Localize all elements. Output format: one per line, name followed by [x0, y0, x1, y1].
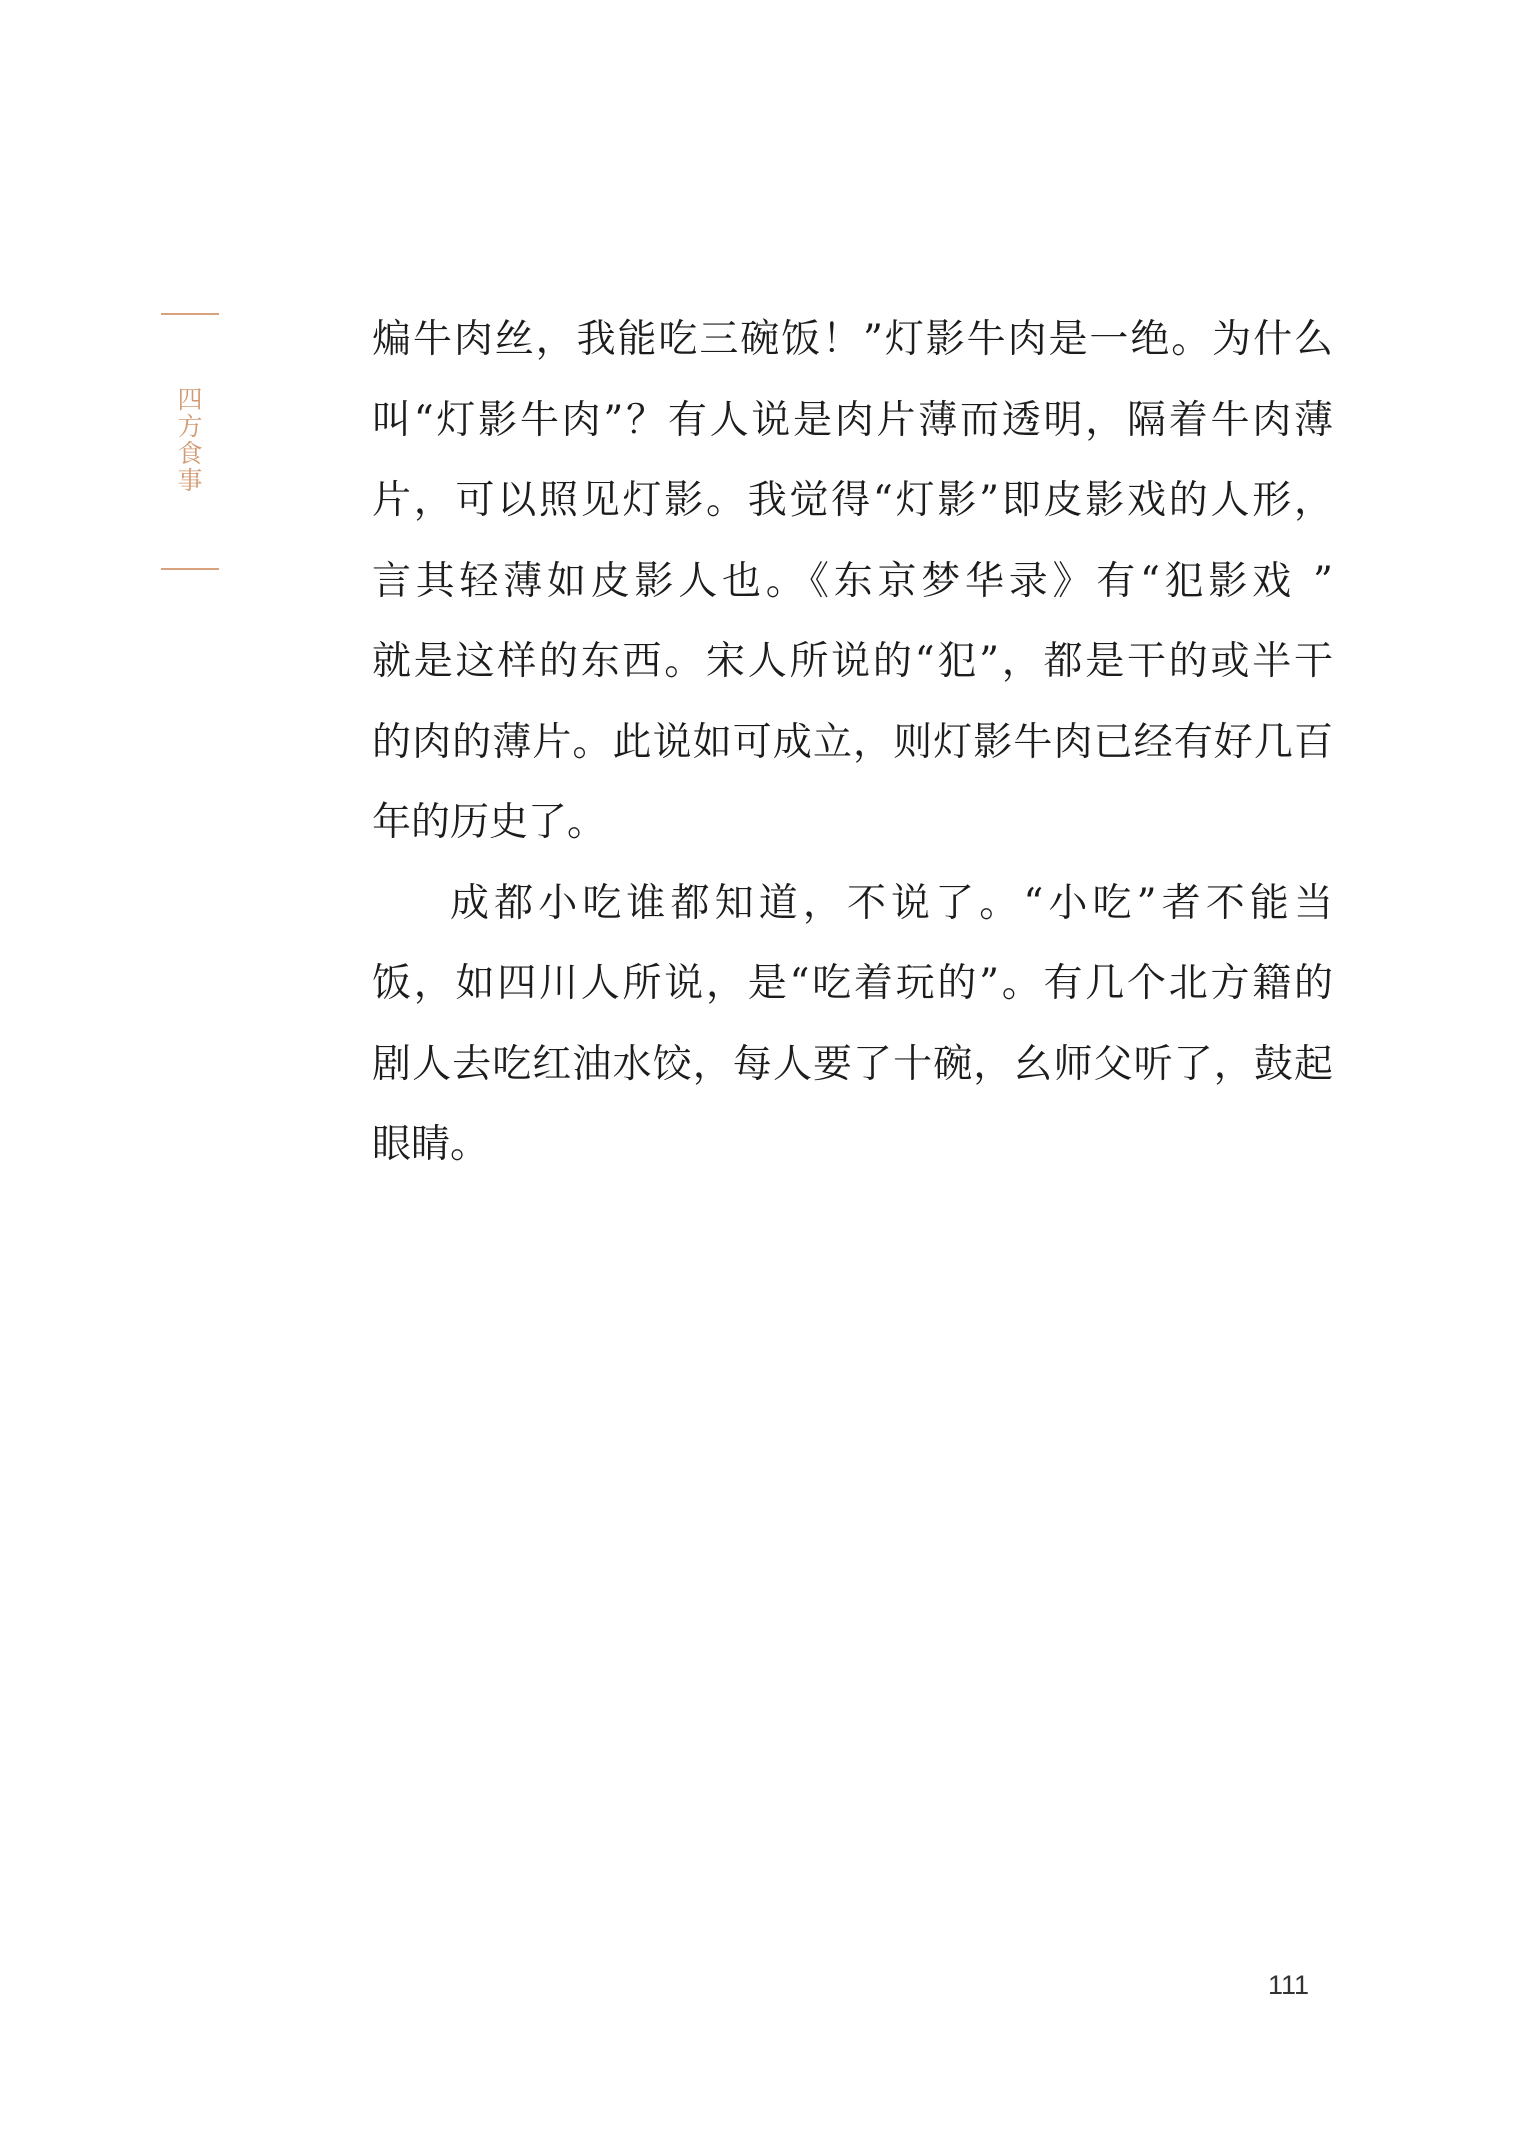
section-title-char: 食 [177, 439, 203, 468]
section-title-char: 事 [177, 466, 203, 495]
text-line: 叫“灯影牛肉”？有人说是肉片薄而透明，隔着牛肉薄 [372, 397, 1333, 443]
section-title-char: 方 [177, 412, 203, 441]
text-line: 成都小吃谁都知道，不说了。“小吃”者不能当 [450, 880, 1333, 926]
text-line: 就是这样的东西。宋人所说的“犯”，都是干的或半干 [372, 639, 1333, 684]
side-rule-bottom [161, 568, 219, 570]
text-line: 剧人去吃红油水饺，每人要了十碗，幺师父听了，鼓起 [372, 1041, 1333, 1087]
text-line: 年的历史了。 [372, 800, 607, 845]
text-line: 眼睛。 [372, 1122, 490, 1167]
text-line: 的肉的薄片。此说如可成立，则灯影牛肉已经有好几百 [372, 719, 1333, 765]
text-line: 言其轻薄如皮影人也。《东京梦华录》有“犯影戏 ” [372, 558, 1333, 604]
side-rule-top [161, 313, 219, 315]
text-line: 片，可以照见灯影。我觉得“灯影”即皮影戏的人形， [372, 478, 1333, 523]
section-title-vertical [172, 386, 208, 494]
body-text [372, 300, 1333, 1186]
page-number: 111 [1268, 1970, 1310, 2000]
text-line: 饭，如四川人所说，是“吃着玩的”。有几个北方籍的 [372, 961, 1333, 1006]
paragraph [372, 864, 1333, 1186]
text-line: 煸牛肉丝，我能吃三碗饭！”灯影牛肉是一绝。为什么 [372, 317, 1333, 362]
section-title-char: 四 [177, 385, 203, 414]
paragraph [372, 300, 1333, 864]
